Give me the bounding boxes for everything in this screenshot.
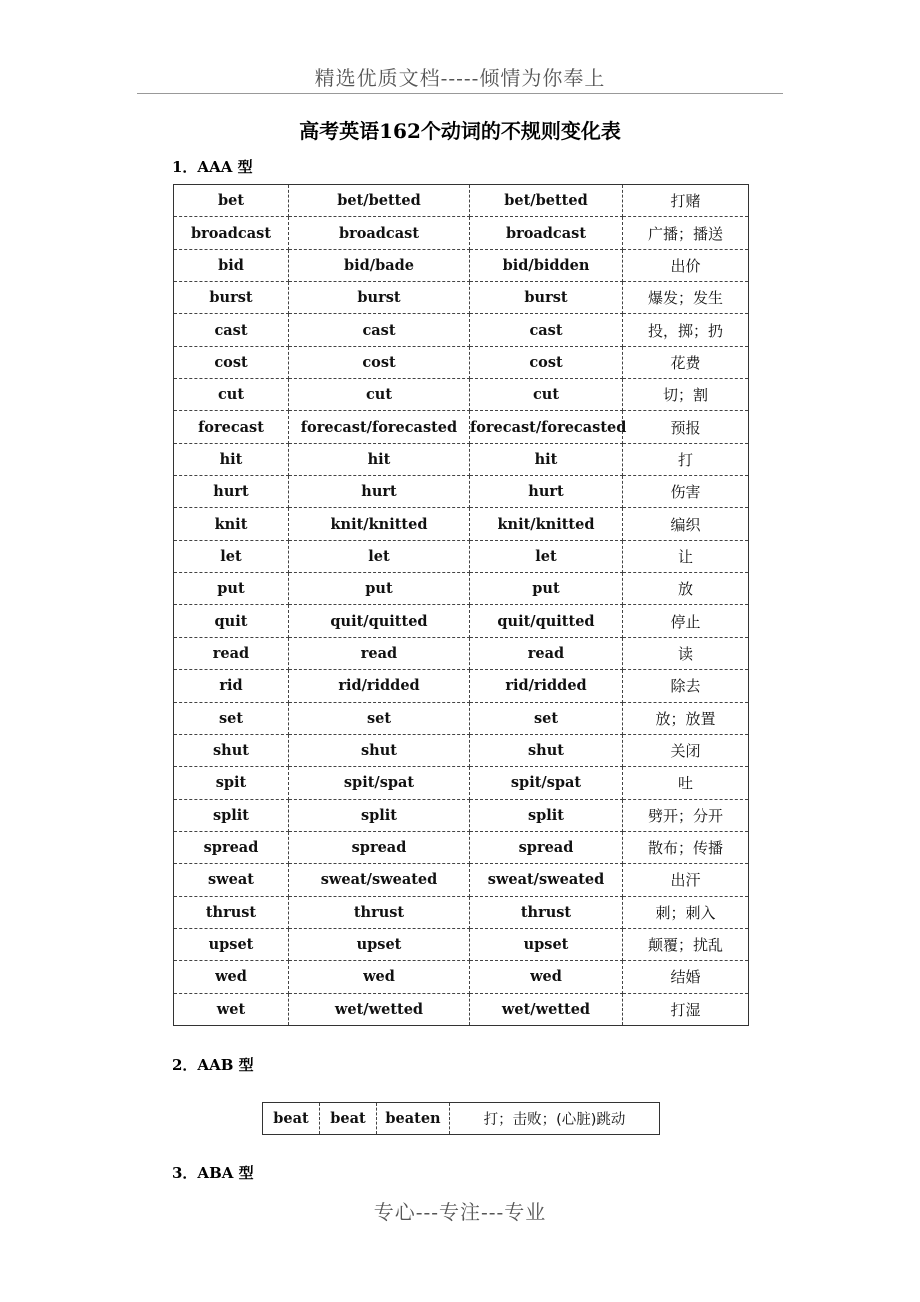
cell-past-participle: thrust bbox=[470, 896, 623, 928]
cell-base-form: cast bbox=[174, 314, 289, 346]
table-row bbox=[174, 508, 749, 540]
cell-meaning: 刺；刺入 bbox=[623, 896, 749, 928]
cell-past-tense: burst bbox=[289, 282, 470, 314]
cell-past-tense: rid/ridded bbox=[289, 670, 470, 702]
cell-meaning: 切；割 bbox=[623, 379, 749, 411]
cell-past-tense: bet/betted bbox=[289, 185, 470, 217]
section-heading-aab: 2．AAB 型 bbox=[172, 1056, 254, 1074]
section-heading-aaa: 1．AAA 型 bbox=[172, 158, 253, 176]
cell-base-form: broadcast bbox=[174, 217, 289, 249]
table-row bbox=[174, 379, 749, 411]
cell-base-form: wet bbox=[174, 993, 289, 1025]
cell-past-tense: shut bbox=[289, 734, 470, 766]
aab-verb-table bbox=[262, 1102, 660, 1135]
cell-past-participle: read bbox=[470, 637, 623, 669]
cell-meaning: 停止 bbox=[623, 605, 749, 637]
cell-past-tense: sweat/sweated bbox=[289, 864, 470, 896]
cell-past-participle: forecast/forecasted bbox=[470, 411, 623, 443]
cell-past-participle: wet/wetted bbox=[470, 993, 623, 1025]
cell-base-form: upset bbox=[174, 928, 289, 960]
cell-base-form: rid bbox=[174, 670, 289, 702]
page-header: 精选优质文档-----倾情为你奉上 bbox=[314, 66, 606, 90]
cell-meaning: 劈开；分开 bbox=[623, 799, 749, 831]
cell-base-form: shut bbox=[174, 734, 289, 766]
table-row bbox=[174, 573, 749, 605]
cell-meaning: 打赌 bbox=[623, 185, 749, 217]
cell-past-participle: beaten bbox=[377, 1103, 450, 1135]
table-row bbox=[174, 540, 749, 572]
table-row bbox=[174, 476, 749, 508]
cell-past-participle: quit/quitted bbox=[470, 605, 623, 637]
cell-past-participle: cast bbox=[470, 314, 623, 346]
cell-base-form: cut bbox=[174, 379, 289, 411]
cell-past-participle: let bbox=[470, 540, 623, 572]
cell-base-form: knit bbox=[174, 508, 289, 540]
table-row bbox=[174, 799, 749, 831]
aaa-verb-table-body bbox=[174, 185, 749, 1026]
table-row bbox=[174, 993, 749, 1025]
cell-base-form: hurt bbox=[174, 476, 289, 508]
cell-meaning: 花费 bbox=[623, 346, 749, 378]
cell-past-tense: cut bbox=[289, 379, 470, 411]
cell-meaning: 投，掷；扔 bbox=[623, 314, 749, 346]
cell-past-participle: bid/bidden bbox=[470, 249, 623, 281]
cell-meaning: 爆发；发生 bbox=[623, 282, 749, 314]
cell-base-form: bid bbox=[174, 249, 289, 281]
table-row bbox=[174, 831, 749, 863]
cell-meaning: 出汗 bbox=[623, 864, 749, 896]
cell-base-form: put bbox=[174, 573, 289, 605]
cell-past-participle: wed bbox=[470, 961, 623, 993]
cell-base-form: split bbox=[174, 799, 289, 831]
cell-past-participle: hit bbox=[470, 443, 623, 475]
table-row bbox=[174, 767, 749, 799]
cell-past-tense: cost bbox=[289, 346, 470, 378]
table-row bbox=[174, 249, 749, 281]
cell-meaning: 广播；播送 bbox=[623, 217, 749, 249]
cell-base-form: spread bbox=[174, 831, 289, 863]
cell-past-tense: hit bbox=[289, 443, 470, 475]
cell-past-participle: burst bbox=[470, 282, 623, 314]
cell-meaning: 打湿 bbox=[670, 1000, 701, 1019]
cell-past-participle: knit/knitted bbox=[470, 508, 623, 540]
cell-meaning: 打 bbox=[623, 443, 749, 475]
cell-past-participle: spit/spat bbox=[470, 767, 623, 799]
cell-meaning: 打；击败；(心脏)跳动 bbox=[483, 1112, 626, 1128]
table-row bbox=[174, 734, 749, 766]
cell-past-participle: put bbox=[470, 573, 623, 605]
cell-base-form: let bbox=[174, 540, 289, 572]
cell-past-tense: put bbox=[289, 573, 470, 605]
cell-past-participle: split bbox=[470, 799, 623, 831]
cell-meaning: 结婚 bbox=[623, 961, 749, 993]
table-row bbox=[174, 670, 749, 702]
cell-meaning: 放；放置 bbox=[623, 702, 749, 734]
cell-base-form: set bbox=[174, 702, 289, 734]
cell-past-participle: cost bbox=[470, 346, 623, 378]
cell-meaning: 颠覆；扰乱 bbox=[623, 928, 749, 960]
cell-past-tense: set bbox=[289, 702, 470, 734]
cell-past-tense: split bbox=[289, 799, 470, 831]
cell-base-form: sweat bbox=[174, 864, 289, 896]
cell-past-tense: read bbox=[289, 637, 470, 669]
cell-base-form: thrust bbox=[174, 896, 289, 928]
cell-past-participle: upset bbox=[470, 928, 623, 960]
cell-past-participle: spread bbox=[470, 831, 623, 863]
page-footer: 专心---专注---专业 bbox=[373, 1200, 547, 1224]
cell-past-tense: forecast/forecasted bbox=[289, 411, 470, 443]
table-row bbox=[174, 443, 749, 475]
cell-past-tense: quit/quitted bbox=[289, 605, 470, 637]
aaa-verb-table bbox=[173, 184, 749, 1026]
cell-meaning: 伤害 bbox=[623, 476, 749, 508]
cell-past-tense: hurt bbox=[289, 476, 470, 508]
table-row bbox=[174, 605, 749, 637]
table-row bbox=[174, 314, 749, 346]
header-divider bbox=[137, 93, 783, 94]
cell-base-form: beat bbox=[263, 1103, 320, 1135]
cell-past-participle: bet/betted bbox=[470, 185, 623, 217]
cell-base-form: bet bbox=[174, 185, 289, 217]
cell-meaning: 预报 bbox=[623, 411, 749, 443]
table-row bbox=[174, 346, 749, 378]
cell-meaning: 编织 bbox=[623, 508, 749, 540]
table-row bbox=[174, 896, 749, 928]
cell-base-form: quit bbox=[174, 605, 289, 637]
table-row bbox=[174, 217, 749, 249]
cell-past-participle: broadcast bbox=[470, 217, 623, 249]
cell-past-tense: wet/wetted bbox=[289, 993, 470, 1025]
cell-base-form: wed bbox=[174, 961, 289, 993]
cell-meaning: 除去 bbox=[623, 670, 749, 702]
cell-base-form: read bbox=[174, 637, 289, 669]
cell-past-participle: sweat/sweated bbox=[470, 864, 623, 896]
cell-meaning: 散布；传播 bbox=[623, 831, 749, 863]
cell-past-tense: let bbox=[289, 540, 470, 572]
cell-past-participle: set bbox=[470, 702, 623, 734]
section-heading-aba: 3．ABA 型 bbox=[172, 1164, 254, 1182]
cell-past-tense: thrust bbox=[289, 896, 470, 928]
cell-past-tense: beat bbox=[320, 1103, 377, 1135]
table-row bbox=[174, 411, 749, 443]
cell-past-tense: upset bbox=[289, 928, 470, 960]
table-row bbox=[174, 961, 749, 993]
cell-past-participle: shut bbox=[470, 734, 623, 766]
cell-base-form: burst bbox=[174, 282, 289, 314]
cell-past-tense: broadcast bbox=[289, 217, 470, 249]
cell-past-participle: rid/ridded bbox=[470, 670, 623, 702]
aab-verb-table-body bbox=[263, 1103, 660, 1135]
table-row bbox=[174, 702, 749, 734]
cell-meaning: 让 bbox=[623, 540, 749, 572]
cell-meaning: 读 bbox=[623, 637, 749, 669]
table-row bbox=[174, 928, 749, 960]
table-row bbox=[174, 282, 749, 314]
cell-base-form: hit bbox=[174, 443, 289, 475]
cell-past-tense: knit/knitted bbox=[289, 508, 470, 540]
cell-meaning: 放 bbox=[623, 573, 749, 605]
table-row bbox=[174, 637, 749, 669]
cell-base-form: spit bbox=[174, 767, 289, 799]
cell-past-participle: hurt bbox=[470, 476, 623, 508]
table-row bbox=[174, 185, 749, 217]
table-row bbox=[174, 864, 749, 896]
cell-past-tense: bid/bade bbox=[289, 249, 470, 281]
cell-meaning: 关闭 bbox=[623, 734, 749, 766]
cell-past-tense: spit/spat bbox=[289, 767, 470, 799]
cell-past-tense: spread bbox=[289, 831, 470, 863]
document-title: 高考英语162个动词的不规则变化表 bbox=[299, 119, 621, 143]
cell-past-tense: cast bbox=[289, 314, 470, 346]
cell-base-form: forecast bbox=[174, 411, 289, 443]
cell-meaning: 出价 bbox=[623, 249, 749, 281]
table-row bbox=[263, 1103, 660, 1135]
cell-meaning: 吐 bbox=[623, 767, 749, 799]
cell-past-participle: cut bbox=[470, 379, 623, 411]
cell-base-form: cost bbox=[174, 346, 289, 378]
cell-past-tense: wed bbox=[289, 961, 470, 993]
